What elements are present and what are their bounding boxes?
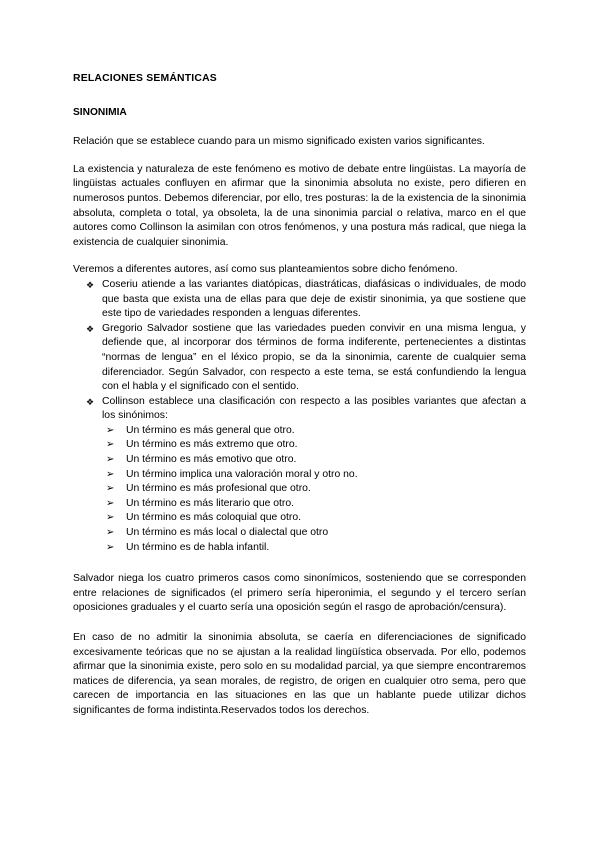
list-item	[106, 453, 526, 468]
list-item-text: Collinson establece una clasificación con respecto a las posibles variantes que afectan a los sinónimos:	[102, 395, 526, 422]
section-heading: SINONIMIA	[73, 106, 127, 118]
document-title: RELACIONES SEMÁNTICAS	[73, 73, 217, 84]
list-item-text: Gregorio Salvador sostiene que las variedades pueden convivir en una misma lengua, y defiende que, al incorporar dos términos de forma indiferente, pertenecientes a distintas “normas de lengua” en el léxico propio, se da la sinonimia, carente de cualquier sema diferenciador. Según Salvador, con respecto a este tema, se está confundiendo la lengua con el habla y el significado con el sentido.	[102, 322, 526, 393]
diamond-bullet-icon: ❖	[86, 396, 95, 407]
list-item-text: Un término implica una valoración moral y otro no.	[126, 468, 358, 480]
list-item-text: Un término es más literario que otro.	[126, 497, 295, 509]
paragraph-salvador: Salvador niega los cuatro primeros casos como sinonímicos, sosteniendo que se corresponden entre relaciones de significados (el primero sería hiperonimia, el segundo y el tercero serían oposiciones graduales y el cuarto sería una oposición según el rasgo de aprobación/censura).	[73, 573, 526, 614]
list-item-text: Un término es más coloquial que otro.	[126, 512, 301, 524]
arrowhead-bullet-icon: ➢	[106, 512, 115, 524]
diamond-bullet-icon: ❖	[86, 323, 95, 334]
list-item-text: Coseriu atiende a las variantes diatópicas, diastráticas, diafásicas o individuales, de modo que basta que exista una de ellas para que deje de existir sinonimia, ya que sostiene que este tipo de variedades responden a lenguas diferentes.	[102, 278, 526, 320]
collinson-variants-list	[73, 424, 526, 555]
list-item	[106, 468, 526, 483]
list-item	[106, 438, 526, 453]
arrowhead-bullet-icon: ➢	[106, 541, 115, 553]
list-item	[106, 511, 526, 526]
list-item-collinson	[82, 395, 526, 424]
arrowhead-bullet-icon: ➢	[106, 497, 115, 509]
list-item-text: Un término es más general que otro.	[126, 424, 295, 436]
list-item-text: Un término es más profesional que otro.	[126, 483, 311, 495]
list-item	[106, 541, 526, 556]
arrowhead-bullet-icon: ➢	[106, 424, 115, 436]
arrowhead-bullet-icon: ➢	[106, 454, 115, 466]
list-item-text: Un término es más extremo que otro.	[126, 439, 298, 451]
list-item-text: Un término es más emotivo que otro.	[126, 454, 297, 466]
list-item-coseriu	[82, 278, 526, 322]
arrowhead-bullet-icon: ➢	[106, 439, 115, 451]
arrowhead-bullet-icon: ➢	[106, 527, 115, 539]
list-item	[106, 424, 526, 439]
paragraph-existence: La existencia y naturaleza de este fenómeno es motivo de debate entre lingüistas. La mayoría de lingüistas actuales confluyen en afirmar que la sinonimia absoluta no existe, pero difieren en numerosos puntos. Debemos diferenciar, por ello, tres posturas: la de la existencia de la sinonimia absoluta, completa o total, ya obsoleta, la de una sinonimia parcial o relativa, marco en el que autores como Collinson la asimilan con otros fenómenos, y una postura más radical, que niega la existencia de cualquier sinonimia.	[73, 163, 526, 248]
document-page	[73, 72, 526, 719]
list-item	[106, 526, 526, 541]
definition-paragraph: Relación que se establece cuando para un mismo significado existen varios significantes.	[73, 136, 485, 148]
list-item-text: Un término es de habla infantil.	[126, 541, 270, 553]
arrowhead-bullet-icon: ➢	[106, 468, 115, 480]
diamond-bullet-icon: ❖	[86, 279, 95, 290]
list-item-text: Un término es más local o dialectal que otro	[126, 527, 329, 539]
list-item	[106, 482, 526, 497]
list-item-salvador	[82, 322, 526, 395]
list-item	[106, 497, 526, 512]
paragraph-authors-lead: Veremos a diferentes autores, así como sus planteamientos sobre dicho fenómeno.	[73, 264, 458, 276]
authors-list	[73, 278, 526, 424]
arrowhead-bullet-icon: ➢	[106, 483, 115, 495]
paragraph-conclusion: En caso de no admitir la sinonimia absoluta, se caería en diferenciaciones de significado excesivamente teóricas que no se ajustan a la realidad lingüística observada. Por ello, podemos afirmar que la sinonimia existe, pero solo en su modalidad parcial, ya que siempre encontraremos matices de diferencia, ya sean morales, de registro, de origen en cualquier otro sema, pero que carecen de importancia en las situaciones en las que un hablante puede utilizar dichos significantes de forma indistinta.Reservados todos los derechos.	[73, 632, 526, 716]
